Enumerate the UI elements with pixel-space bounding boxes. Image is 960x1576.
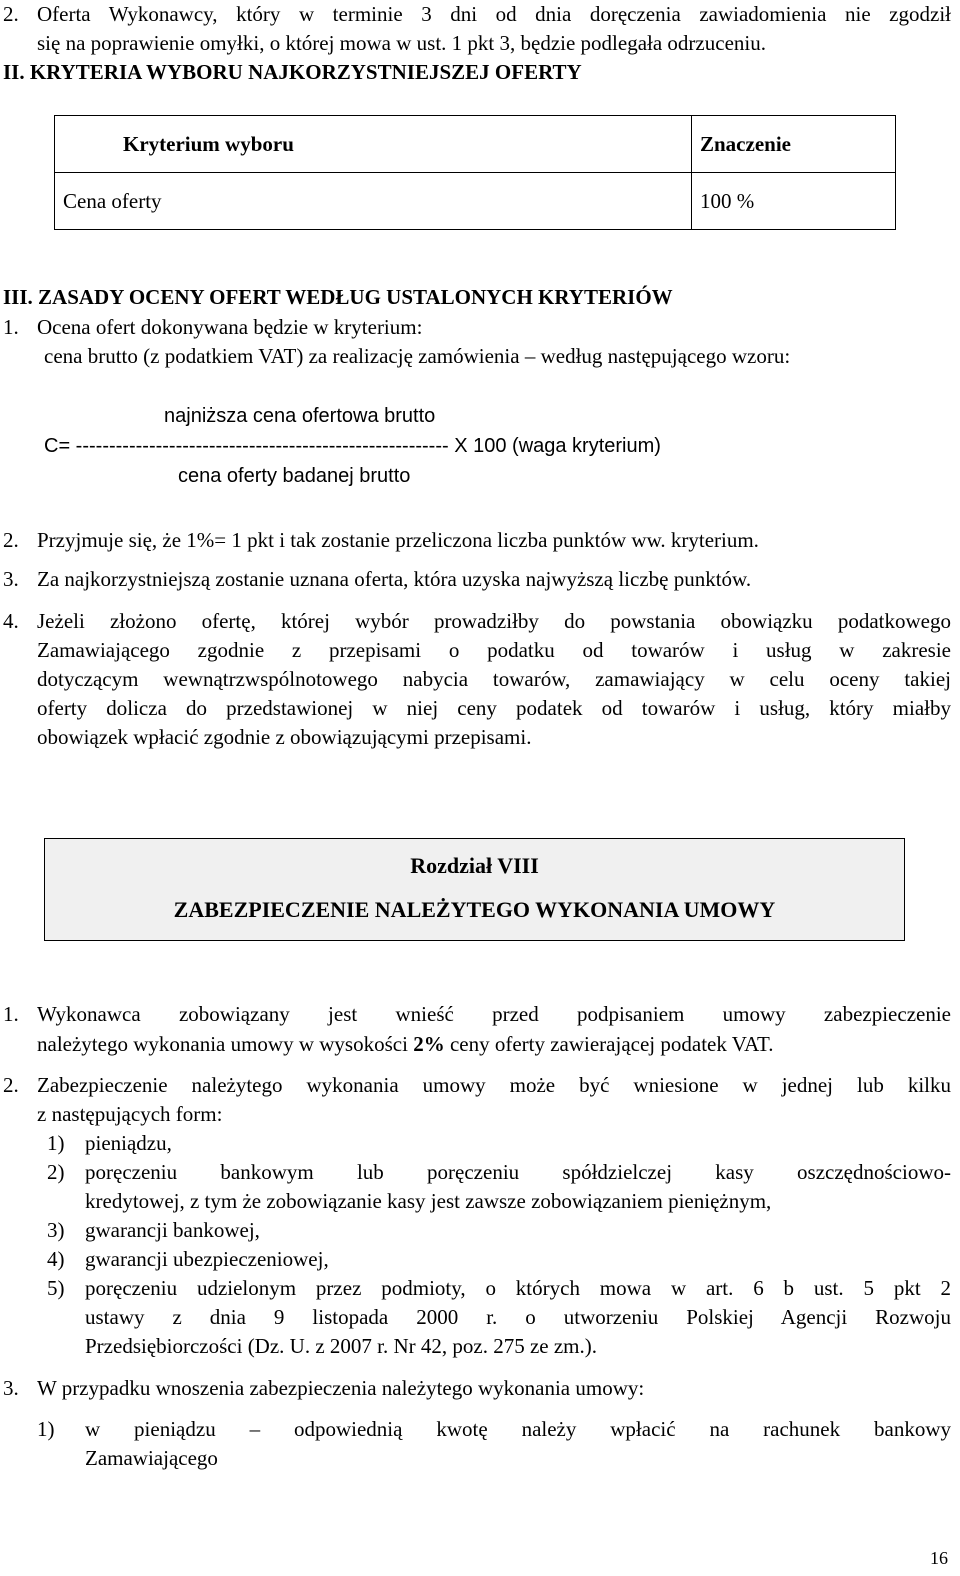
table-cell: Cena oferty	[55, 173, 692, 230]
chapter-title: Rozdział VIII	[410, 853, 539, 878]
item-number: 1.	[3, 315, 19, 339]
item-number: 4.	[3, 609, 19, 633]
chapter-heading-box	[44, 838, 905, 941]
paragraph-line: należytego wykonania umowy w wysokości 2% ceny oferty zawierającej podatek VAT.	[37, 1032, 774, 1056]
paragraph-line: się na poprawienie omyłki, o której mowa w ust. 1 pkt 3, będzie podlegała odrzuceniu.	[37, 31, 766, 55]
list-number: 1)	[37, 1417, 55, 1441]
paragraph-line: Wykonawca zobowiązany jest wnieść przed podpisaniem umowy zabezpieczenie	[37, 1002, 951, 1026]
paragraph-line: Za najkorzystniejszą zostanie uznana oferta, która uzyska najwyższą liczbę punktów.	[37, 567, 752, 591]
paragraph-line: Ocena ofert dokonywana będzie w kryterium:	[37, 315, 423, 339]
table-header-row	[55, 116, 896, 173]
formula-main: C= -------------------------------------------------------- X 100 (waga kryterium)	[44, 435, 661, 457]
paragraph-line: W przypadku wnoszenia zabezpieczenia należytego wykonania umowy:	[37, 1376, 645, 1400]
chapter-subtitle: ZABEZPIECZENIE NALEŻYTEGO WYKONANIA UMOWY	[173, 897, 776, 922]
paragraph-line: obowiązek wpłacić zgodnie z obowiązującymi przepisami.	[37, 725, 532, 749]
formula-numerator: najniższa cena ofertowa brutto	[164, 405, 436, 427]
list-number: 1)	[47, 1131, 65, 1155]
section-heading-evaluation: III. ZASADY OCENY OFERT WEDŁUG USTALONYCH KRYTERIÓW	[3, 285, 673, 309]
list-line: gwarancji ubezpieczeniowej,	[85, 1247, 329, 1271]
list-line: w pieniądzu – odpowiednią kwotę należy wpłacić na rachunek bankowy	[85, 1417, 951, 1441]
paragraph-line: Zamawiającego zgodnie z przepisami o podatku od towarów i usług w zakresie	[37, 638, 951, 662]
list-line: gwarancji bankowej,	[85, 1218, 260, 1242]
page-number: 16	[930, 1548, 948, 1568]
list-line: poręczeniu udzielonym przez podmioty, o których mowa w art. 6 b ust. 5 pkt 2	[85, 1276, 951, 1300]
table-row	[55, 173, 896, 230]
paragraph-line: Zabezpieczenie należytego wykonania umowy może być wniesione w jednej lub kilku	[37, 1073, 951, 1097]
item-number: 3.	[3, 1376, 19, 1400]
list-line: poręczeniu bankowym lub poręczeniu spółdzielczej kasy oszczędnościowo-	[85, 1160, 951, 1184]
list-number: 3)	[47, 1218, 65, 1242]
item-number: 2.	[3, 1073, 19, 1097]
list-line: ustawy z dnia 9 listopada 2000 r. o utworzeniu Polskiej Agencji Rozwoju	[85, 1305, 951, 1329]
list-number: 5)	[47, 1276, 65, 1300]
list-number: 4)	[47, 1247, 65, 1271]
paragraph-line: oferty dolicza do przedstawionej w niej ceny podatek od towarów i usług, który miałby	[37, 696, 951, 720]
paragraph-line: dotyczącym wewnątrzwspólnotowego nabycia towarów, zamawiający w celu oceny takiej	[37, 667, 951, 691]
item-number: 3.	[3, 567, 19, 591]
paragraph-line: cena brutto (z podatkiem VAT) za realizację zamówienia – według następującego wzoru:	[44, 344, 791, 368]
criteria-table	[54, 115, 896, 230]
table-header-cell: Znaczenie	[692, 116, 896, 173]
paragraph-line: Oferta Wykonawcy, który w terminie 3 dni od dnia doręczenia zawiadomienia nie zgodził	[37, 2, 951, 26]
paragraph-line: z następujących form:	[37, 1102, 223, 1126]
item-number: 2.	[3, 528, 19, 552]
security-percentage: 2%	[413, 1032, 445, 1056]
paragraph-line: Jeżeli złożono ofertę, której wybór prowadziłby do powstania obowiązku podatkowego	[37, 609, 951, 633]
table-cell: 100 %	[692, 173, 896, 230]
formula-denominator: cena oferty badanej brutto	[178, 465, 411, 487]
list-line: Zamawiającego	[85, 1446, 218, 1470]
list-line: Przedsiębiorczości (Dz. U. z 2007 r. Nr 42, poz. 275 ze zm.).	[85, 1334, 598, 1358]
paragraph-line: Przyjmuje się, że 1%= 1 pkt i tak zostanie przeliczona liczba punktów ww. kryterium.	[37, 528, 759, 552]
list-line: pieniądzu,	[85, 1131, 172, 1155]
item-number: 1.	[3, 1002, 19, 1026]
list-number: 2)	[47, 1160, 65, 1184]
section-heading-criteria: II. KRYTERIA WYBORU NAJKORZYSTNIEJSZEJ OFERTY	[3, 60, 582, 84]
list-line: kredytowej, z tym że zobowiązanie kasy jest zawsze zobowiązaniem pieniężnym,	[85, 1189, 772, 1213]
table-header-cell: Kryterium wyboru	[55, 116, 692, 173]
item-number: 2.	[3, 2, 19, 26]
